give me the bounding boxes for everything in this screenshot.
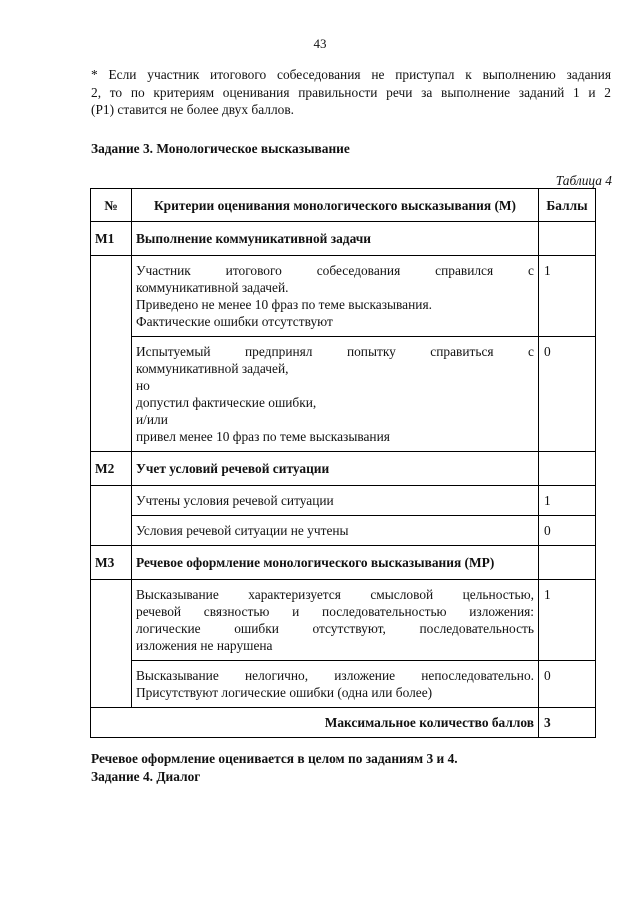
total-row — [91, 708, 596, 738]
total-label: Максимальное количество баллов — [91, 708, 539, 738]
criterion-row — [91, 580, 596, 661]
header-score: Баллы — [539, 189, 596, 222]
criterion-row — [91, 337, 596, 452]
criterion-line: изложения не нарушена — [136, 638, 273, 653]
section-title: Речевое оформление монологического высказывания (МР) — [132, 546, 539, 580]
criterion-score: 0 — [539, 337, 596, 452]
section-code: М3 — [91, 546, 132, 580]
criterion-score: 0 — [539, 516, 596, 546]
criterion-line: привел менее 10 фраз по теме высказывания — [136, 429, 390, 444]
footer-note: Речевое оформление оценивается в целом по заданиям 3 и 4. — [91, 751, 458, 766]
section-code: М2 — [91, 452, 132, 486]
criteria-table — [90, 188, 596, 738]
criterion-row — [91, 256, 596, 337]
criterion-line: Испытуемый предпринял попытку справиться с — [136, 344, 534, 359]
criterion-line: и/или — [136, 412, 168, 427]
criterion-line: Условия речевой ситуации не учтены — [136, 523, 349, 538]
criterion-description — [132, 337, 539, 452]
criterion-line: допустил фактические ошибки, — [136, 395, 317, 410]
criterion-row — [91, 661, 596, 708]
section-score-empty — [539, 452, 596, 486]
section-score-empty — [539, 222, 596, 256]
footnote-line: 2, то по критериям оценивания правильности речи за выполнение заданий 1 и 2 — [91, 84, 611, 100]
criterion-description — [132, 661, 539, 708]
criterion-line: речевой связностью и последовательностью изложения: — [136, 604, 534, 619]
criterion-line: коммуникативной задачей, — [136, 361, 289, 376]
section-row-m2 — [91, 452, 596, 486]
criterion-description — [132, 580, 539, 661]
criterion-line: Приведено не менее 10 фраз по теме высказывания. — [136, 297, 432, 312]
criterion-score: 0 — [539, 661, 596, 708]
criterion-description — [132, 516, 539, 546]
section-code: М1 — [91, 222, 132, 256]
empty-num-cell — [91, 256, 132, 452]
total-value: 3 — [539, 708, 596, 738]
section-title: Выполнение коммуникативной задачи — [132, 222, 539, 256]
criterion-line: Присутствуют логические ошибки (одна или более) — [136, 685, 433, 700]
section-score-empty — [539, 546, 596, 580]
header-criteria: Критерии оценивания монологического высказывания (М) — [132, 189, 539, 222]
footnote-line: (Р1) ставится не более двух баллов. — [91, 102, 294, 117]
task3-heading: Задание 3. Монологическое высказывание — [91, 141, 350, 156]
footnote-line: * Если участник итогового собеседования не приступал к выполнению задания — [91, 67, 611, 82]
header-num: № — [91, 189, 132, 222]
criterion-score: 1 — [539, 580, 596, 661]
criterion-line: логические ошибки отсутствуют, последовательность — [136, 621, 534, 636]
criterion-line: но — [136, 378, 150, 393]
criterion-line: Участник итогового собеседования справился с — [136, 263, 534, 278]
footnote-paragraph — [91, 66, 611, 119]
page-number: 43 — [313, 36, 327, 51]
criterion-line: Фактические ошибки отсутствуют — [136, 314, 333, 329]
empty-num-cell — [91, 486, 132, 546]
section-title: Учет условий речевой ситуации — [132, 452, 539, 486]
criterion-score: 1 — [539, 256, 596, 337]
criterion-description — [132, 486, 539, 516]
criterion-line: Учтены условия речевой ситуации — [136, 493, 334, 508]
section-row-m1 — [91, 222, 596, 256]
criterion-row — [91, 516, 596, 546]
criterion-line: Высказывание характеризуется смысловой цельностью, — [136, 587, 534, 602]
criterion-line: Высказывание нелогично, изложение непоследовательно. — [136, 668, 534, 683]
criterion-row — [91, 486, 596, 516]
table-caption: Таблица 4 — [555, 173, 612, 188]
section-row-m3 — [91, 546, 596, 580]
task4-heading: Задание 4. Диалог — [91, 769, 201, 784]
criterion-score: 1 — [539, 486, 596, 516]
criterion-line: коммуникативной задачей. — [136, 280, 289, 295]
table-header-row — [91, 189, 596, 222]
criterion-description — [132, 256, 539, 337]
empty-num-cell — [91, 580, 132, 708]
